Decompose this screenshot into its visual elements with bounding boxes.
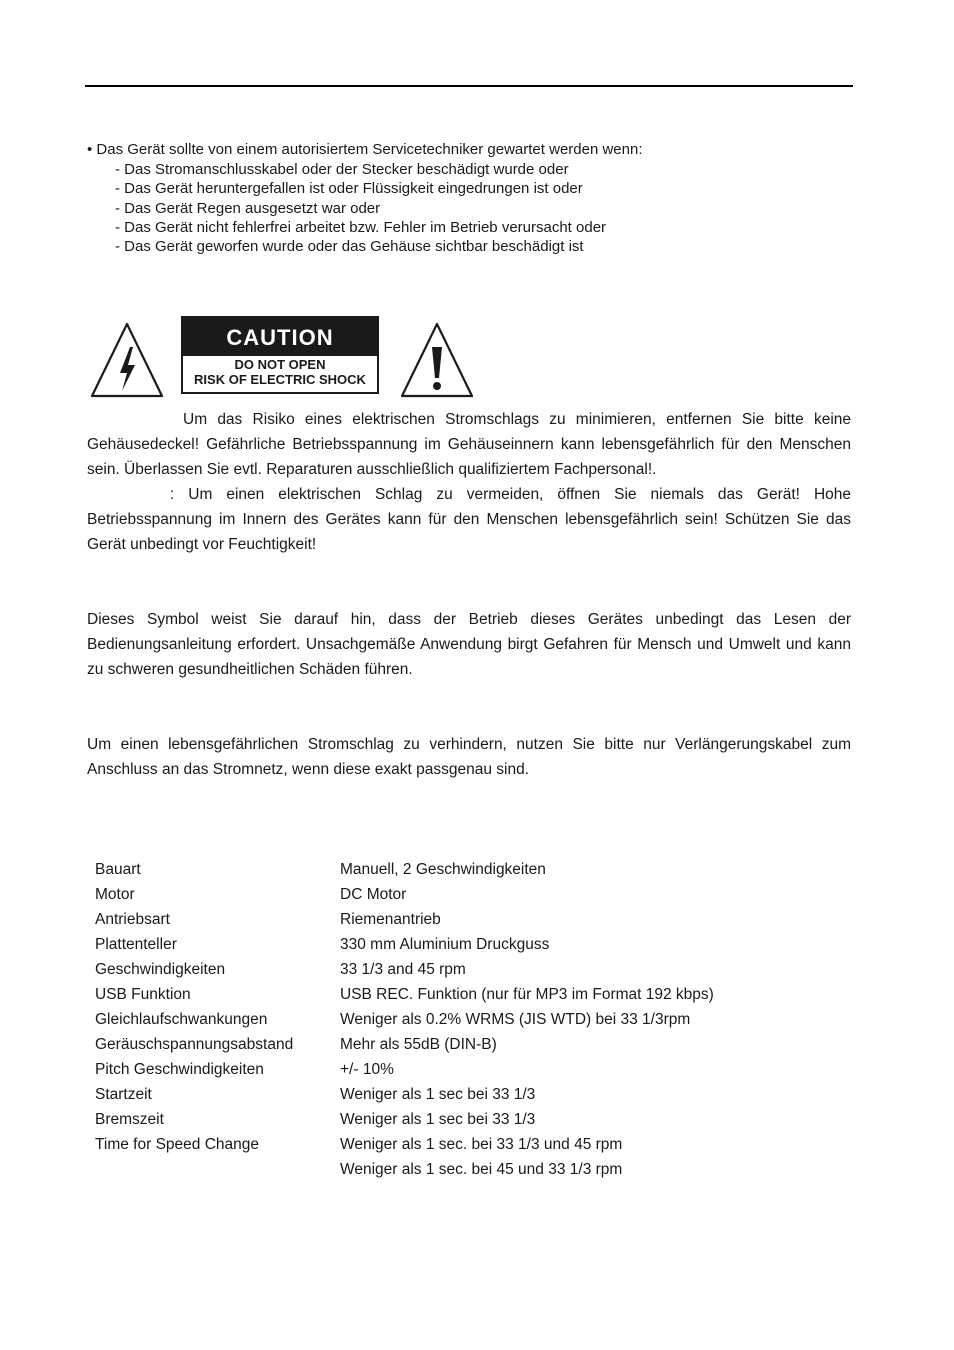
spec-value: 330 mm Aluminium Druckguss — [340, 936, 550, 953]
caution-line-2: RISK OF ELECTRIC SHOCK — [194, 372, 366, 387]
table-row — [95, 1132, 714, 1157]
spec-key: Gleichlaufschwankungen — [95, 1011, 268, 1028]
list-item: - Das Gerät nicht fehlerfrei arbeitet bzw. Fehler im Betrieb verursacht oder — [115, 218, 607, 236]
table-row — [95, 957, 714, 982]
table-row — [95, 1007, 714, 1032]
spec-value: 33 1/3 and 45 rpm — [340, 961, 466, 978]
table-row — [95, 907, 714, 932]
symbol-paragraph: Dieses Symbol weist Sie darauf hin, dass der Betrieb dieses Gerätes unbedingt das Lesen der Bedienungsanleitung erfordert. Unsachgemäße Anwendung birgt Gefahren für Mensch und Umwelt und kann zu schweren gesundheitlichen Schäden führen. — [87, 611, 851, 678]
service-intro: • Das Gerät sollte von einem autorisiertem Servicetechniker gewartet werden wenn: — [87, 141, 643, 158]
spec-key: Geschwindigkeiten — [95, 961, 226, 978]
table-row — [95, 982, 714, 1007]
spec-key: Motor — [95, 886, 135, 903]
electric-shock-warning-icon — [89, 321, 165, 399]
caution-label — [181, 316, 379, 394]
spec-value: Weniger als 0.2% WRMS (JIS WTD) bei 33 1/3rpm — [340, 1011, 691, 1028]
spec-value: USB REC. Funktion (nur für MP3 im Format 192 kbps) — [340, 986, 714, 1003]
caution-title: CAUTION — [183, 318, 377, 356]
warning-symbols — [87, 313, 480, 401]
spec-key: USB Funktion — [95, 986, 191, 1003]
list-item: - Das Gerät geworfen wurde oder das Gehäuse sichtbar beschädigt ist — [115, 238, 584, 256]
spec-value: +/- 10% — [340, 1061, 394, 1078]
list-item: - Das Stromanschlusskabel oder der Stecker beschädigt wurde oder — [115, 161, 569, 178]
table-row — [95, 857, 714, 882]
spec-key: Pitch Geschwindigkeiten — [95, 1061, 264, 1078]
table-row — [95, 1032, 714, 1057]
table-row — [95, 932, 714, 957]
spec-key: Bremszeit — [95, 1111, 164, 1128]
spec-value: Weniger als 1 sec. bei 33 1/3 und 45 rpm — [340, 1136, 623, 1153]
spec-value: Weniger als 1 sec. bei 45 und 33 1/3 rpm — [340, 1161, 623, 1178]
spec-value: Weniger als 1 sec bei 33 1/3 — [340, 1086, 536, 1103]
service-conditions-list — [115, 160, 606, 256]
table-row — [95, 1107, 714, 1132]
list-item: - Das Gerät Regen ausgesetzt war oder — [115, 199, 381, 217]
list-item: - Das Gerät heruntergefallen ist oder Flüssigkeit eingedrungen ist oder — [115, 180, 583, 198]
spec-key: Time for Speed Change — [95, 1136, 259, 1153]
table-row — [95, 882, 714, 907]
spec-key: Geräuschspannungsabstand — [95, 1036, 294, 1053]
specifications-table — [95, 857, 714, 1182]
spec-value: Manuell, 2 Geschwindigkeiten — [340, 861, 546, 878]
spec-value: Weniger als 1 sec bei 33 1/3 — [340, 1111, 536, 1128]
caution-line-1: DO NOT OPEN — [234, 357, 326, 372]
spec-key: Startzeit — [95, 1086, 152, 1103]
spec-value: DC Motor — [340, 886, 407, 903]
table-row — [95, 1157, 714, 1182]
spec-key: Antriebsart — [95, 911, 170, 928]
extension-cable-paragraph: Um einen lebensgefährlichen Stromschlag zu verhindern, nutzen Sie bitte nur Verlängerungskabel zum Anschluss an das Stromnetz, wenn diese exakt passgenau sind. — [87, 736, 851, 778]
spec-value: Mehr als 55dB (DIN-B) — [340, 1036, 497, 1053]
table-row — [95, 1082, 714, 1107]
shock-paragraph: : Um einen elektrischen Schlag zu vermeiden, öffnen Sie niemals das Gerät! Hohe Betriebsspannung im Innern des Gerätes kann für den Menschen lebensgefährlich sein! Schützen Sie das Gerät unbedingt vor Feuchtigkeit! — [87, 486, 851, 553]
header-rule — [85, 85, 853, 87]
spec-key: Bauart — [95, 861, 141, 878]
general-warning-icon — [399, 321, 475, 399]
table-row — [95, 1057, 714, 1082]
spec-key: Plattenteller — [95, 936, 177, 953]
spec-value: Riemenantrieb — [340, 911, 441, 928]
spec-key — [95, 1157, 340, 1182]
risk-paragraph: Um das Risiko eines elektrischen Stromschlags zu minimieren, entfernen Sie bitte keine Gehäusedeckel! Gefährliche Betriebsspannung im Gehäuseinnern kann lebensgefährlich für den Menschen sein. Überlassen Sie evtl. Reparaturen ausschließlich qualifiziertem Fachpersonal!. — [87, 411, 851, 478]
